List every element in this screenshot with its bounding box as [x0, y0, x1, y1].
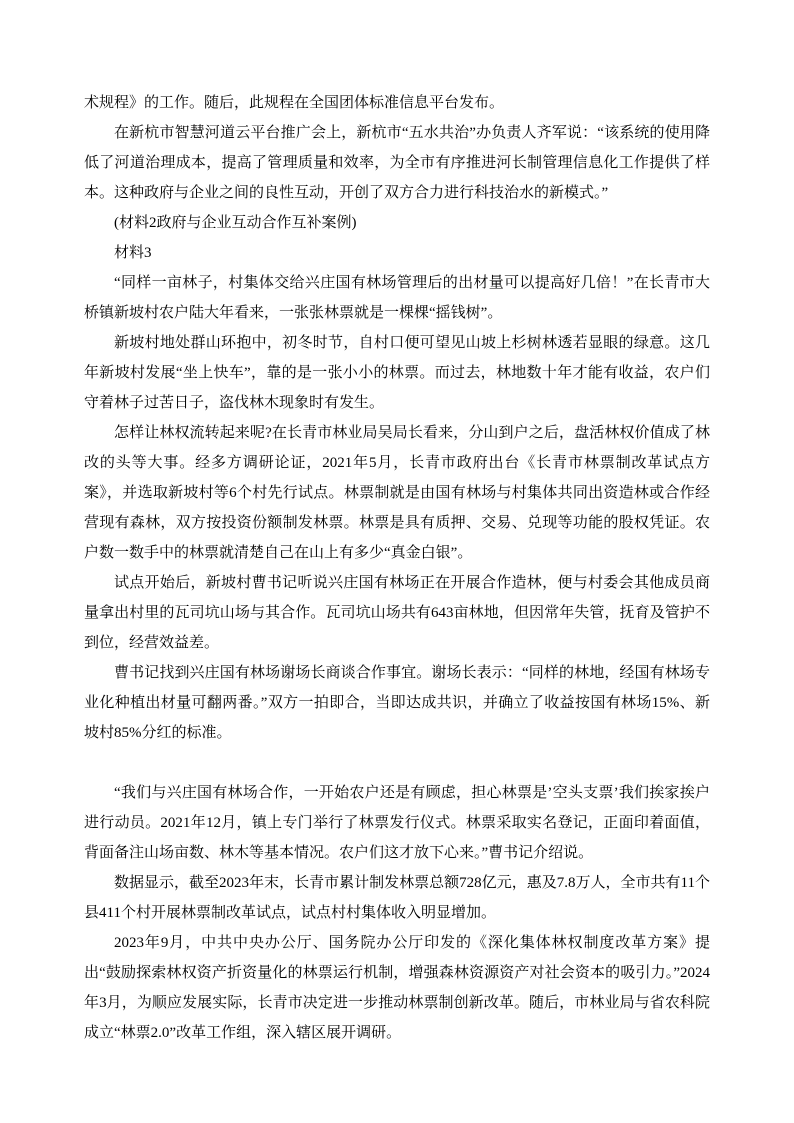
paragraph: 在新杭市智慧河道云平台推广会上，新杭市“五水共治”办负责人齐军说：“该系统的使用降低了河道治理成本，提高了管理质量和效率，为全市有序推进河长制管理信息化工作提供了样本。这种政府与企业之间的良性互动，开创了双方合力进行科技治水的新模式。”: [84, 125, 710, 201]
paragraph: 新坡村地处群山环抱中，初冬时节，自村口便可望见山坡上杉树林透若显眼的绿意。这几年新坡村发展“坐上快车”，靠的是一张小小的林票。而过去，林地数十年才能有收益，农户们守着林子过苦日子，盗伐林木现象时有发生。: [84, 335, 710, 411]
paragraph: 2023年9月，中共中央办公厅、国务院办公厅印发的《深化集体林权制度改革方案》提出“鼓励探索林权资产折资量化的林票运行机制，增强森林资源资产对社会资本的吸引力。”2024年3月，为顺应发展实际，长青市决定进一步推动林票制创新改革。随后，市林业局与省农科院成立“林票2.0”改革工作组，深入辖区展开调研。: [84, 935, 710, 1041]
document-body: [84, 88, 710, 1048]
paragraph: “我们与兴庄国有林场合作，一开始农户还是有顾虑，担心林票是’空头支票’我们挨家挨户进行动员。2021年12月，镇上专门举行了林票发行仪式。林票采取实名登记，正面印着面值，背面备注山场亩数、林木等基本情况。农户们这才放下心来。”曹书记介绍说。: [84, 785, 710, 861]
paragraph: 数据显示，截至2023年末，长青市累计制发林票总额728亿元，惠及7.8万人，全市共有11个县411个村开展林票制改革试点，试点村村集体收入明显增加。: [84, 875, 710, 921]
paragraph: “同样一亩林子，村集体交给兴庄国有林场管理后的出材量可以提高好几倍！”在长青市大桥镇新坡村农户陆大年看来，一张张林票就是一棵棵“摇钱树”。: [84, 275, 710, 321]
paragraph: 曹书记找到兴庄国有林场谢场长商谈合作事宜。谢场长表示：“同样的林地，经国有林场专业化种植出材量可翻两番。”双方一拍即合，当即达成共识，并确立了收益按国有林场15%、新坡村85%分红的标准。: [84, 665, 710, 741]
paragraph: 试点开始后，新坡村曹书记听说兴庄国有林场正在开展合作造林，便与村委会其他成员商量拿出村里的瓦司坑山场与其合作。瓦司坑山场共有643亩林地，但因常年失管，抚育及管护不到位，经营效益差。: [84, 575, 710, 651]
paragraph: (材料2政府与企业互动合作互补案例): [114, 215, 357, 231]
paragraph: 术规程》的工作。随后，此规程在全国团体标准信息平台发布。: [84, 95, 505, 111]
paragraph: 材料3: [114, 245, 152, 261]
paragraph: 怎样让林权流转起来呢?在长青市林业局吴局长看来，分山到户之后，盘活林权价值成了林改的头等大事。经多方调研论证，2021年5月，长青市政府出台《长青市林票制改革试点方案》，并选取新坡村等6个村先行试点。林票制就是由国有林场与村集体共同出资造林或合作经营现有森林，双方按投资份额制发林票。林票是具有质押、交易、兑现等功能的股权凭证。农户数一数手中的林票就清楚自己在山上有多少“真金白银”。: [84, 425, 710, 561]
